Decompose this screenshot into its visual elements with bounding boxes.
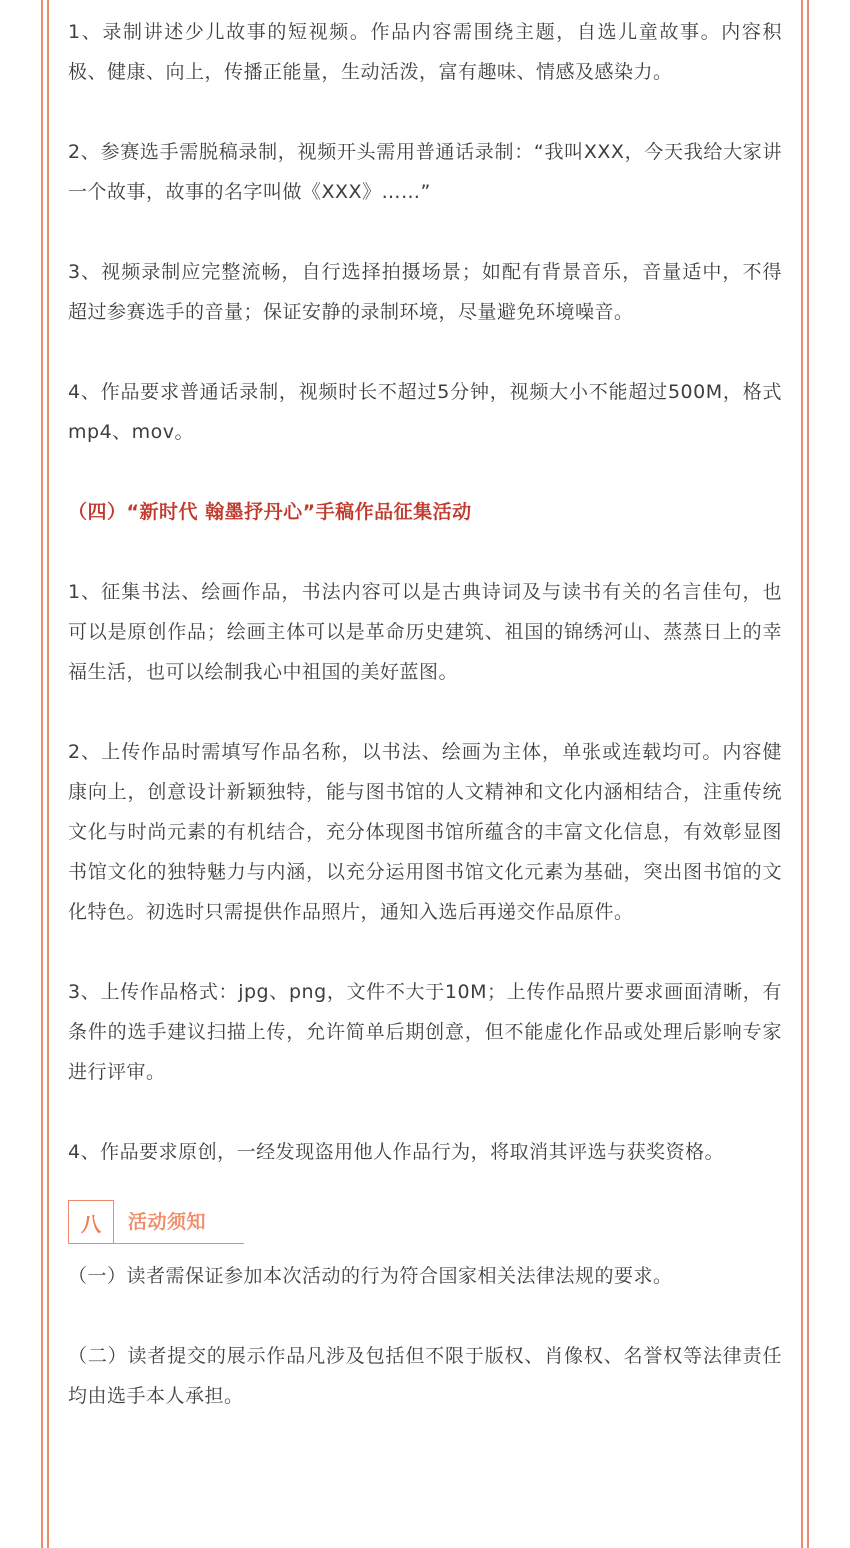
- section-8-underline: [114, 1243, 244, 1244]
- manuscript-rule-1: 1、征集书法、绘画作品，书法内容可以是古典诗词及与读书有关的名言佳句，也可以是原创作品；绘画主体可以是革命历史建筑、祖国的锦绣河山、蒸蒸日上的幸福生活，也可以绘制我心中祖国的美好蓝图。: [68, 581, 782, 683]
- video-rule-2: 2、参赛选手需脱稿录制，视频开头需用普通话录制：“我叫XXX，今天我给大家讲一个故事，故事的名字叫做《XXX》……”: [68, 141, 782, 203]
- frame-border-right-outer: [807, 0, 809, 1548]
- manuscript-rule-3: 3、上传作品格式：jpg、png，文件不大于10M；上传作品照片要求画面清晰，有条件的选手建议扫描上传，允许简单后期创意，但不能虚化作品或处理后影响专家进行评审。: [68, 981, 782, 1083]
- section-8-number: 八: [68, 1200, 114, 1244]
- section-8-header: [68, 1200, 782, 1248]
- manuscript-rule-2: 2、上传作品时需填写作品名称，以书法、绘画为主体，单张或连载均可。内容健康向上，创意设计新颖独特，能与图书馆的人文精神和文化内涵相结合，注重传统文化与时尚元素的有机结合，充分体现图书馆所蕴含的丰富文化信息，有效彰显图书馆文化的独特魅力与内涵，以充分运用图书馆文化元素为基础，突出图书馆的文化特色。初选时只需提供作品照片，通知入选后再递交作品原件。: [68, 741, 782, 923]
- manuscript-activity-heading: （四）“新时代 翰墨抒丹心”手稿作品征集活动: [68, 501, 472, 523]
- notice-1: （一）读者需保证参加本次活动的行为符合国家相关法律法规的要求。: [68, 1265, 673, 1287]
- video-rule-1: 1、录制讲述少儿故事的短视频。作品内容需围绕主题，自选儿童故事。内容积极、健康、向上，传播正能量，生动活泼，富有趣味、情感及感染力。: [68, 21, 782, 83]
- manuscript-rule-4: 4、作品要求原创，一经发现盗用他人作品行为，将取消其评选与获奖资格。: [68, 1141, 725, 1163]
- notice-2: （二）读者提交的展示作品凡涉及包括但不限于版权、肖像权、名誉权等法律责任均由选手本人承担。: [68, 1345, 782, 1407]
- video-rule-3: 3、视频录制应完整流畅，自行选择拍摄场景；如配有背景音乐，音量适中，不得超过参赛选手的音量；保证安静的录制环境，尽量避免环境噪音。: [68, 261, 782, 323]
- frame-border-left-inner: [47, 0, 49, 1548]
- video-rule-4: 4、作品要求普通话录制，视频时长不超过5分钟，视频大小不能超过500M，格式mp4、mov。: [68, 381, 782, 443]
- section-8-title: 活动须知: [128, 1211, 207, 1233]
- frame-border-left-outer: [41, 0, 43, 1548]
- frame-border-right-inner: [801, 0, 803, 1548]
- article-content: [68, 12, 782, 1416]
